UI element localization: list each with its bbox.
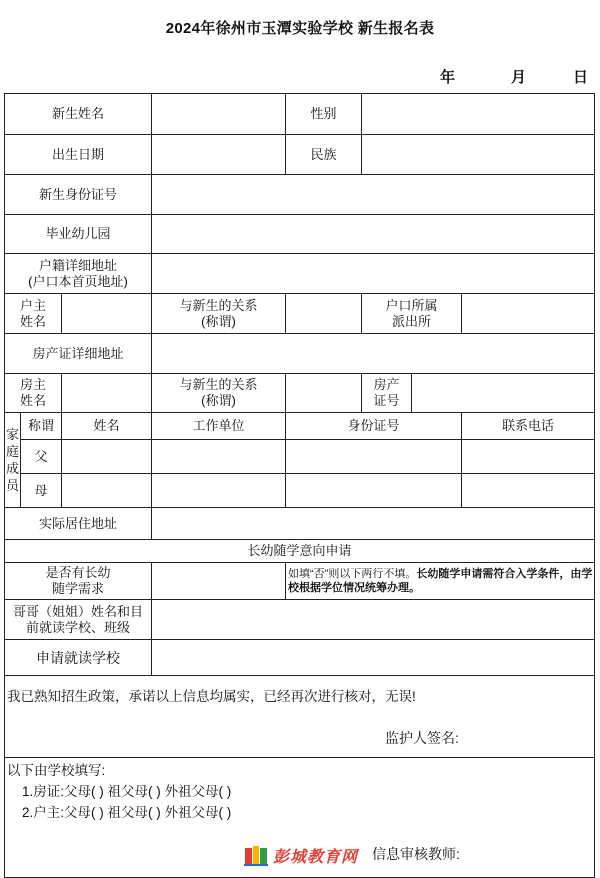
father-work-field[interactable] (152, 440, 286, 474)
form-title: 2024年徐州市玉潭实验学校 新生报名表 (165, 20, 435, 37)
mother-phone-field[interactable] (462, 474, 595, 508)
book-icon (243, 845, 269, 867)
owner-relation-field[interactable] (286, 374, 362, 413)
police-station-line2: 派出所 (391, 313, 431, 329)
sibling-note-plain: 如填“否”则以下两行不填。 (288, 568, 417, 580)
family-char: 成 (5, 461, 19, 476)
sibling-need-label (5, 563, 152, 600)
elder-sibling-line1: 哥哥（姐姐）姓名和目 (12, 603, 143, 619)
ethnicity-field[interactable] (362, 135, 595, 175)
owner-relation-line1: 与新生的关系 (179, 377, 258, 392)
family-members-label (5, 413, 21, 508)
property-address-label: 房产证详细地址 (5, 334, 152, 374)
watermark (243, 844, 358, 867)
school-fill-line1: 1.房证:父母( ) 祖父母( ) 外祖父母( ) (22, 784, 232, 799)
mother-work-field[interactable] (152, 474, 286, 508)
year-label: 年 (440, 69, 456, 86)
col-name-header: 姓名 (62, 413, 152, 440)
col-id-header: 身份证号 (286, 413, 462, 440)
householder-line1: 户主 (19, 297, 46, 313)
police-station-field[interactable] (462, 294, 595, 334)
mother-id-field[interactable] (286, 474, 462, 508)
sibling-need-field[interactable] (152, 563, 286, 600)
student-name-field[interactable] (152, 94, 286, 135)
owner-label (5, 374, 62, 413)
hukou-address-field[interactable] (152, 254, 595, 294)
mother-label: 母 (21, 474, 62, 508)
gender-label: 性别 (286, 94, 362, 135)
elder-sibling-label (5, 600, 152, 640)
reviewer-sign-label: 信息审核教师: (372, 846, 460, 862)
watermark-text: 彭城教育网 (273, 849, 359, 866)
relation-label (152, 294, 286, 334)
sibling-note (286, 563, 595, 600)
property-cert-line1: 房产 (373, 377, 400, 392)
father-name-field[interactable] (62, 440, 152, 474)
police-station-label (362, 294, 462, 334)
birth-date-field[interactable] (152, 135, 286, 175)
ethnicity-label: 民族 (286, 135, 362, 175)
owner-relation-label (152, 374, 286, 413)
month-label: 月 (511, 69, 527, 86)
student-name-label: 新生姓名 (5, 94, 152, 135)
birth-date-label: 出生日期 (5, 135, 152, 175)
apply-school-label: 申请就读学校 (5, 640, 152, 676)
col-title-header: 称谓 (21, 413, 62, 440)
property-cert-line2: 证号 (373, 393, 400, 408)
relation-line2: (称谓) (201, 313, 236, 329)
elder-sibling-line2: 前就读学校、班级 (25, 619, 130, 635)
day-label: 日 (573, 69, 589, 86)
owner-field[interactable] (62, 374, 152, 413)
residence-field[interactable] (152, 508, 595, 540)
father-id-field[interactable] (286, 440, 462, 474)
owner-relation-line2: (称谓) (201, 393, 236, 408)
col-phone-header: 联系电话 (462, 413, 595, 440)
householder-label (5, 294, 62, 334)
family-char: 家 (5, 427, 19, 442)
property-cert-label (362, 374, 412, 413)
kindergarten-label: 毕业幼儿园 (5, 215, 152, 254)
school-fill-section (7, 760, 231, 823)
owner-line1: 房主 (19, 377, 46, 392)
gender-field[interactable] (362, 94, 595, 135)
school-fill-heading: 以下由学校填写: (7, 763, 106, 778)
hukou-address-line2: (户口本首页地址) (28, 273, 128, 289)
sibling-section-header: 长幼随学意向申请 (5, 540, 595, 563)
family-char: 庭 (5, 444, 19, 459)
father-label: 父 (21, 440, 62, 474)
guardian-sign-label: 监护人签名: (385, 730, 459, 746)
property-address-field[interactable] (152, 334, 595, 374)
id-number-label: 新生身份证号 (5, 175, 152, 215)
col-work-header: 工作单位 (152, 413, 286, 440)
hukou-address-label (5, 254, 152, 294)
mother-name-field[interactable] (62, 474, 152, 508)
property-cert-field[interactable] (412, 374, 595, 413)
apply-school-field[interactable] (152, 640, 595, 676)
sibling-need-line1: 是否有长幼 (45, 565, 111, 580)
family-char: 员 (5, 478, 19, 493)
householder-field[interactable] (62, 294, 152, 334)
kindergarten-field[interactable] (152, 215, 595, 254)
householder-line2: 姓名 (19, 313, 46, 329)
police-station-line1: 户口所属 (385, 297, 438, 313)
sibling-need-line2: 随学需求 (51, 581, 104, 596)
relation-field[interactable] (286, 294, 362, 334)
elder-sibling-field[interactable] (152, 600, 595, 640)
father-phone-field[interactable] (462, 440, 595, 474)
school-fill-line2: 2.户主:父母( ) 祖父母( ) 外祖父母( ) (22, 805, 232, 820)
owner-line2: 姓名 (19, 393, 46, 408)
relation-line1: 与新生的关系 (179, 297, 258, 313)
pledge-text: 我已熟知招生政策，承诺以上信息均属实，已经再次进行核对，无误! (7, 689, 416, 704)
residence-label: 实际居住地址 (5, 508, 152, 540)
id-number-field[interactable] (152, 175, 595, 215)
hukou-address-line1: 户籍详细地址 (38, 257, 117, 273)
sibling-note-bold: 长幼随学申请需符合入学条件，由学校根据学位情况统筹办理。 (288, 568, 593, 594)
